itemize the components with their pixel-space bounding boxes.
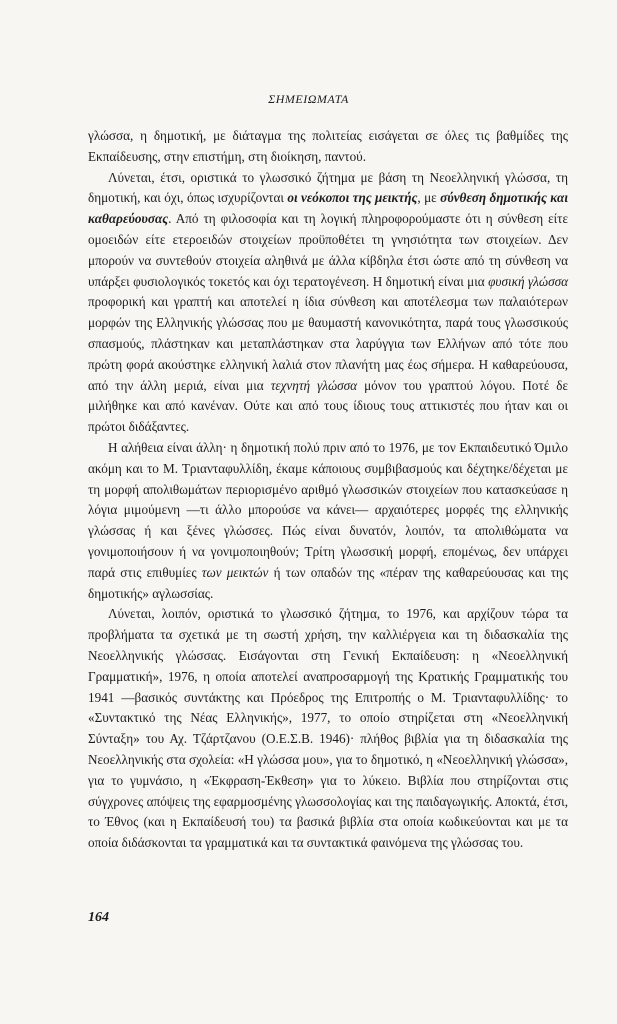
running-header: ΣΗΜΕΙΩΜΑΤΑ xyxy=(268,92,349,106)
body-text xyxy=(88,126,568,854)
paragraph-3 xyxy=(88,438,568,604)
text-run: γλώσσα, η δημοτική, με διάταγμα της πολιτείας εισάγεται σε όλες τις βαθμίδες της Εκπαίδευσης, στην επιστήμη, στη διοίκηση, παντού. xyxy=(88,128,568,164)
text-run: προφορική και γραπτή και αποτελεί η ίδια σύνθεση και αποτέλεσμα των παλαιότερων μορφών της Ελληνικής γλώσσας που με θαυμαστή κανονικότητα, παρά τους γλωσσικούς σπασμούς, πλάστηκαν και μεταπλάστηκαν στα λαρύγγια των Ελλήνων από τότε που πρώτη φορά ακούστηκε ελληνική λαλιά στον πλανήτη μας έως σήμερα. Η καθαρεύουσα, από την άλλη μεριά, είναι μια xyxy=(88,294,568,393)
emphasis: οι νεόκοποι της μεικτής xyxy=(287,190,418,206)
text-run: μόνον του γραπτού λόγου. Ποτέ δε μιλήθηκε και από κανέναν. Ούτε και από τους ίδιους τους αττικιστές που ήταν και οι πρώτοι διδάξαντες. xyxy=(88,377,568,435)
paragraph-2 xyxy=(88,168,568,438)
emphasis: σύνθεση δημοτικής και καθαρεύουσας xyxy=(88,190,568,227)
emphasis: φυσική γλώσσα xyxy=(488,273,568,289)
text-run: . Από τη φιλοσοφία και τη λογική πληροφορούμαστε ότι η σύνθεση είτε ομοειδών είτε ετεροειδών στοιχείων προϋποθέτει τη γνησιότητα των στοιχείων. Δεν μπορούν να συντεθούν στοιχεία αληθινά με άλλα κίβδηλα έτσι ώστε από τη σύνθεση να υπάρξει φυσιολογικός τοκετός και όχι τερατογένεση. Η δημοτική είναι μια xyxy=(88,211,568,289)
paragraph-4 xyxy=(88,604,568,854)
text-run: ή των οπαδών της «πέραν της καθαρεύουσας και της δημοτικής» αγλωσσίας. xyxy=(88,564,569,601)
text-run: Η αλήθεια είναι άλλη· η δημοτική πολύ πριν από το 1976, με τον Εκπαιδευτικό Όμιλο ακόμη και το Μ. Τριανταφυλλίδη, έκαμε κάποιους συμβιβασμούς και δέχτηκε/δέχεται με τη μορφή απολιθωμάτων περιορισμένο αριθμό γλωσσικών στοιχείων που κατασκεύασε η λόγια μιμούμενη —τι άλλο μπορούσε να κάνει— αρχαιότερες μορφές της ελληνικής γλώσσας ή και ξένες γλώσσες. Πώς είναι δυνατόν, λοιπόν, τα απολιθώματα να γονιμοποιήσουν ή να γονιμοποιηθούν; Τρίτη γλωσσική μορφή, επομένως, δεν υπάρχει παρά στις επιθυμίες xyxy=(88,439,568,580)
emphasis: τεχνητή γλώσσα xyxy=(270,377,358,393)
text-run: Λύνεται, έτσι, οριστικά το γλωσσικό ζήτημα με βάση τη Νεοελληνική γλώσσα, τη δημοτική, και όχι, όπως ισχυρίζονται xyxy=(88,169,568,206)
text-run: Λύνεται, λοιπόν, οριστικά το γλωσσικό ζήτημα, το 1976, και αρχίζουν τώρα τα προβλήματα τα σχετικά με τη σωστή χρήση, την καλλιέργεια και τη διδασκαλία της Νεοελληνικής γλώσσας. Εισάγονται στη Γενική Εκπαίδευση: η «Νεοελληνική Γραμματική», 1976, η οποία αποτελεί αναπροσαρμογή της Κρατικής Γραμματικής του 1941 —βασικός συντάκτης και Πρόεδρος της Επιτροπής ο Μ. Τριανταφυλλίδης· το «Συντακτικό της Νέας Ελληνικής», 1977, το οποίο στηρίζεται στη «Νεοελληνική Σύνταξη» του Αχ. Τζάρτζανου (Ο.Ε.Σ.Β. 1946)· πλήθος βιβλία για τη διδασκαλία της Νεοελληνικής στα σχολεία: «Η γλώσσα μου», για το δημοτικό, η «Νεοελληνική γλώσσα», για το γυμνάσιο, η «Έκφραση-Έκθεση» για το λύκειο. Βιβλία που στηρίζονται στις σύγχρονες απόψεις της εφαρμοσμένης γλωσσολογίας και της παιδαγωγικής. Αποκτά, έτσι, το Έθνος (και η Εκπαίδευσή του) τα βασικά βιβλία στα οποία κωδικεύονται και με τα οποία διδάσκονται τα γραμματικά και τα συντακτικά φαινόμενα της γλώσσας του. xyxy=(88,606,568,851)
paragraph-1 xyxy=(88,126,568,168)
page-number: 164 xyxy=(88,910,109,925)
emphasis: των μεικτών xyxy=(201,564,269,580)
text-run: , με xyxy=(417,190,441,206)
